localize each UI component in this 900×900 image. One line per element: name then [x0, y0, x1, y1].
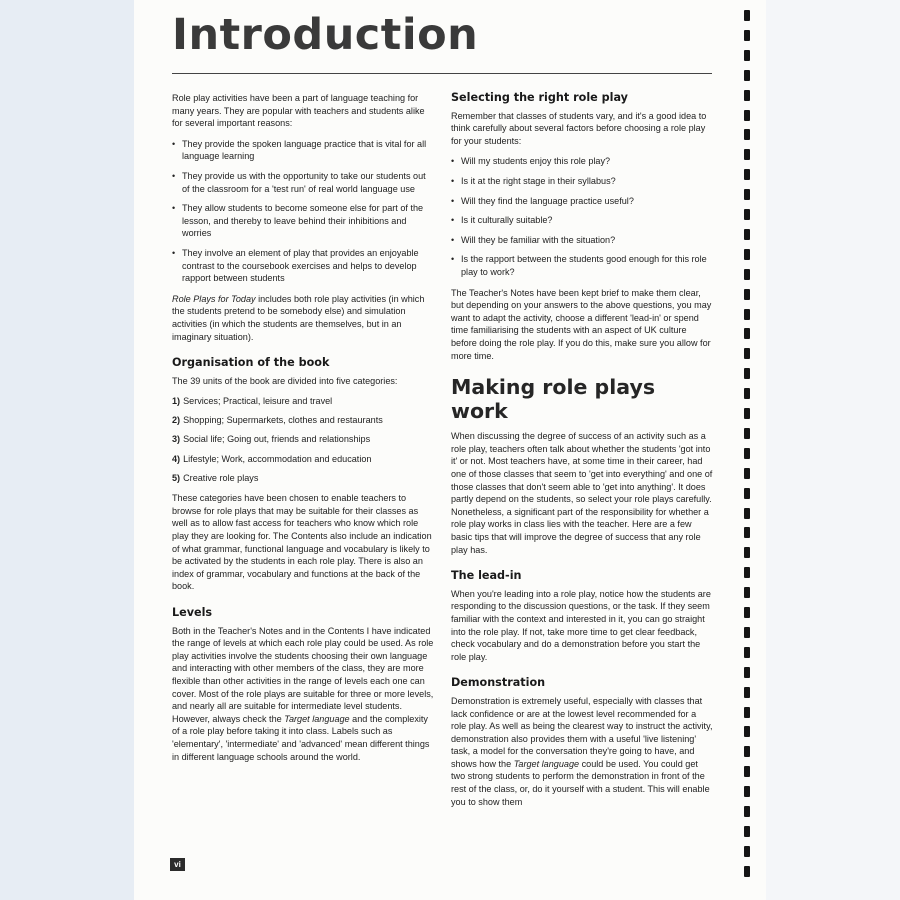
- category-number: 3): [172, 434, 181, 445]
- binding-hole: [744, 527, 750, 538]
- category-number: 2): [172, 415, 181, 426]
- binding-hole: [744, 289, 750, 300]
- binding-hole: [744, 746, 750, 757]
- binding-hole: [744, 348, 750, 359]
- binding-hole: [744, 826, 750, 837]
- list-item: • Will they find the language practice useful?: [451, 195, 713, 208]
- list-item: [172, 395, 434, 408]
- lead-in-body: When you're leading into a role play, notice how the students are responding to the discussion questions, or the task. If they seem familiar with the context and interested in it, you can go straight into the role play. If not, take more time to get clear feedback, check vocabulary and do a demonstration before you start the role play.: [451, 588, 711, 662]
- binding-hole: [744, 229, 750, 240]
- title-divider: [172, 73, 712, 74]
- list-item: [172, 453, 434, 466]
- scan-background: [766, 0, 900, 900]
- category-text: Social life; Going out, friends and relationships: [183, 434, 371, 445]
- binding-hole: [744, 547, 750, 558]
- binding-hole: [744, 149, 750, 160]
- book-description-text: includes both role play activities (in which the students pretend to be somebody else) and simulation activities (in which the students are themselves, but in an imaginary situation).: [172, 293, 425, 342]
- binding-hole: [744, 388, 750, 399]
- selecting-intro: Remember that classes of students vary, and it's a good idea to think carefully about several factors before choosing a role play for your students:: [451, 110, 707, 146]
- right-column: [451, 92, 713, 816]
- binding-hole: [744, 846, 750, 857]
- list-item: [172, 472, 434, 485]
- category-number: 4): [172, 453, 181, 464]
- section-heading-lead-in: The lead-in: [451, 569, 522, 583]
- category-text: Services; Practical, leisure and travel: [183, 396, 333, 407]
- list-item: [172, 414, 434, 427]
- binding-hole: [744, 249, 750, 260]
- binding-hole: [744, 368, 750, 379]
- categories-list: [172, 395, 434, 484]
- category-number: 1): [172, 396, 181, 407]
- list-item: • Will my students enjoy this role play?: [451, 155, 713, 168]
- demonstration-text: could be used. You could get two strong students to perform the demonstration in front of the rest of the class, or, do it yourself with a student. This will enable you to show them: [451, 758, 710, 807]
- binding-hole: [744, 90, 750, 101]
- binding-hole: [744, 766, 750, 777]
- binding-hole: [744, 806, 750, 817]
- binding-hole: [744, 468, 750, 479]
- list-item: • They provide us with the opportunity to take our students out of the classroom for a 'test run' of real world language use: [172, 170, 434, 195]
- binding-hole: [744, 110, 750, 121]
- binding-hole: [744, 707, 750, 718]
- list-item: • They provide the spoken language practice that is vital for all language learning: [172, 138, 434, 163]
- section-heading-organisation: Organisation of the book: [172, 356, 330, 370]
- binding-hole: [744, 508, 750, 519]
- binding-hole: [744, 189, 750, 200]
- list-item: [172, 433, 434, 446]
- binding-hole: [744, 408, 750, 419]
- binding-hole: [744, 309, 750, 320]
- spiral-binding: [744, 10, 752, 890]
- binding-hole: [744, 647, 750, 658]
- target-language-emphasis: Target language: [513, 758, 580, 769]
- page-title: Introduction: [172, 10, 479, 60]
- list-item: • Is the rapport between the students good enough for this role play to work?: [451, 253, 713, 278]
- binding-hole: [744, 328, 750, 339]
- binding-hole: [744, 607, 750, 618]
- list-item: • They allow students to become someone else for part of the lesson, and thereby to leave behind their inhibitions and worries: [172, 202, 434, 240]
- binding-hole: [744, 448, 750, 459]
- binding-hole: [744, 726, 750, 737]
- binding-hole: [744, 687, 750, 698]
- binding-hole: [744, 627, 750, 638]
- category-text: Shopping; Supermarkets, clothes and restaurants: [183, 415, 383, 426]
- category-text: Creative role plays: [183, 472, 259, 483]
- organisation-body: These categories have been chosen to enable teachers to browse for role plays that may be suitable for their classes as well as to allow fast access for teachers who know which role play they are looking for. The Contents also include an indication of what grammar, functional language and vocabulary is likely to be activated by the students in each role play. There is also an index of grammar, vocabulary and functions at the back of the book.: [172, 493, 432, 592]
- binding-hole: [744, 567, 750, 578]
- binding-hole: [744, 10, 750, 21]
- section-heading-selecting: Selecting the right role play: [451, 91, 628, 104]
- selecting-body: The Teacher's Notes have been kept brief to make them clear, but depending on your answers to the above questions, you may want to adapt the activity, choose a different 'lead-in' or spend time familiarising the students with an aspect of UK culture before doing the role play. If you do this, make sure you allow for more time.: [451, 287, 712, 361]
- binding-hole: [744, 866, 750, 877]
- levels-text: and the complexity of a role play before taking it into class. Labels such as 'elementary', 'intermediate' and 'advanced' mean different things in different language schools around the world.: [172, 713, 430, 762]
- intro-paragraph: Role play activities have been a part of language teaching for many years. They are popular with teachers and students alike for several important reasons:: [172, 93, 425, 129]
- list-item: • Will they be familiar with the situation?: [451, 234, 713, 247]
- demonstration-paragraph: [451, 695, 713, 808]
- levels-text: Both in the Teacher's Notes and in the Contents I have indicated the range of levels at which each role play could be used. As role play activities involve the students choosing their own language and interacting with other members of the class, they are more flexible than other activities in the range of levels each one can cover. Most of the role plays are suitable for three or more levels, and nearly all are suitable for intermediate level students. However, always check the: [172, 625, 434, 724]
- binding-hole: [744, 667, 750, 678]
- binding-hole: [744, 169, 750, 180]
- binding-hole: [744, 30, 750, 41]
- section-heading-demonstration: Demonstration: [451, 676, 546, 690]
- binding-hole: [744, 786, 750, 797]
- list-item: • They involve an element of play that provides an enjoyable contrast to the coursebook exercises and helps to develop rapport between students: [172, 247, 434, 285]
- demonstration-text: Demonstration is extremely useful, especially with classes that lack confidence or are at the lowest level recommended for a role play. As well as being the clearest way to instruct the activity, demonstration also provides them with a useful 'live listening' task, a model for the conversation they're going to have, and shows how the: [451, 695, 713, 769]
- organisation-intro: The 39 units of the book are divided into five categories:: [172, 375, 398, 386]
- book-title-emphasis: Role Plays for Today: [172, 293, 256, 304]
- binding-hole: [744, 209, 750, 220]
- book-description-paragraph: [172, 293, 434, 343]
- binding-hole: [744, 587, 750, 598]
- reasons-list: [172, 138, 434, 285]
- levels-paragraph: [172, 625, 434, 764]
- binding-hole: [744, 269, 750, 280]
- section-heading-levels: Levels: [172, 606, 213, 619]
- binding-hole: [744, 428, 750, 439]
- category-number: 5): [172, 472, 181, 483]
- list-item: • Is it at the right stage in their syllabus?: [451, 175, 713, 188]
- category-text: Lifestyle; Work, accommodation and education: [183, 453, 372, 464]
- binding-hole: [744, 488, 750, 499]
- questions-list: [451, 155, 713, 278]
- list-item: • Is it culturally suitable?: [451, 214, 713, 227]
- binding-hole: [744, 50, 750, 61]
- making-body: When discussing the degree of success of an activity such as a role play, teachers often talk about whether the students 'got into it' or not. Most teachers have, at some time in their career, had one of those classes that seem to 'get into everything' and one of those classes that don't seem able to 'get into anything'. It does partly depend on the students, so select your role plays carefully. Nonetheless, a significant part of the responsibility for whether a role play works in class lies with the teacher. Here are a few basic tips that will improve the degree of success that any role play has.: [451, 431, 713, 555]
- page-number: vi: [170, 858, 185, 871]
- binding-hole: [744, 129, 750, 140]
- target-language-emphasis: Target language: [284, 713, 350, 724]
- binding-hole: [744, 70, 750, 81]
- left-column: [172, 92, 434, 771]
- section-title-making-role-plays-work: Making role plays work: [451, 375, 656, 423]
